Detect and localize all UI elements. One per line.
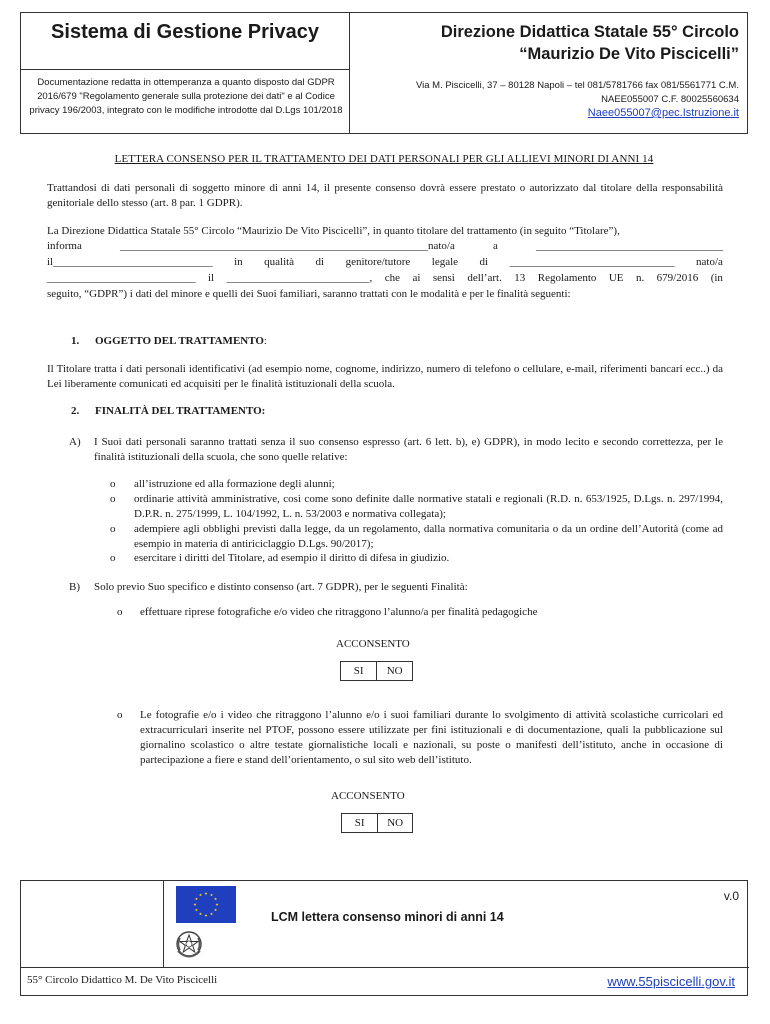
address-line2: NAEE055007 C.F. 80025560634 [601,94,739,105]
section-title: FINALITÀ DEL TRATTAMENTO: [95,405,266,417]
italian-republic-emblem-icon [174,929,204,961]
form-blank-name[interactable]: ________________________________________________________nato/a [119,240,455,252]
document-header [20,12,748,134]
consent-item-text: Le fotografie e/o i video che ritraggono l’alunno e/o i suoi familiari durante lo svolgimento di attività scolastiche curricolari ed extracurriculari inserite nel PTOF, possono essere utilizzate per fini istituzionali e di documentazione, quali la pubblicazione sul giornalino scolastico o altre testate giornalistiche locali e nazionali, su poste o manifesti dell’istituto, anche in occasione di partecipazione a fiere e stand dell’orientamento, o sul sito web dell’istituto. [140,709,723,766]
header-divider-vertical [349,13,350,133]
eu-flag-icon [176,886,236,923]
header-divider-horizontal [21,69,349,70]
school-address [355,79,739,107]
form-token: nato/a [696,256,723,268]
form-line-guardian [47,255,723,270]
intro-paragraph: Trattandosi di dati personali di soggetto minore di anni 14, il presente consenso dovrà essere prestato o autorizzato dal titolare della responsabilità genitoriale dello stesso (art. 8 par. 1 GDPR). [47,182,723,209]
form-blank-minor-name[interactable]: ______________________________ [509,256,675,268]
paragraph-b-text: Solo previo Suo specifico e distinto consenso (art. 7 GDPR), per le seguenti Finalità: [94,581,468,593]
school-name-line2: “Maurizio De Vito Piscicelli” [519,45,739,63]
bullet-marker: o [110,523,116,535]
list-item [110,477,723,492]
informa-line-1: La Direzione Didattica Statale 55° Circolo “Maurizio De Vito Piscicelli”, in quanto titolare del trattamento (in seguito “Titolare”), [47,225,620,237]
form-token: di [315,256,325,268]
school-name [355,21,739,65]
section-1-text: Il Titolare tratta i dati personali identificativi (ad esempio nome, cognome, indirizzo, numero di telefono o cellulare, e-mail, riferimenti bancari ecc..) da Lei liberamente comunicati ed acquisiti per le finalità istituzionali della scuola. [47,363,723,390]
form-blank-birthdate[interactable]: il_____________________________ [47,256,213,268]
consent-item-text: effettuare riprese fotografiche e/o video che ritraggono l’alunno/a per finalità pedagogiche [140,606,538,618]
form-token: Regolamento [537,272,597,284]
consent-item-publication [117,708,723,768]
form-token: UE [608,272,624,284]
bullet-marker: o [110,552,116,564]
consent-label: ACCONSENTO [336,638,410,650]
system-title: Sistema di Gestione Privacy [51,21,319,43]
form-token: che [384,272,400,284]
consent-yes-option[interactable]: SI [342,814,378,833]
form-token: in [234,256,243,268]
list-item [110,551,723,566]
address-line1: Via M. Piscicelli, 37 – 80128 Napoli – tel 081/5781766 fax 081/5561771 C.M. [415,80,739,91]
form-token: il [207,272,215,284]
bullet-marker: o [117,709,123,721]
form-line-minor [47,271,723,286]
paragraph-b [69,580,723,595]
section-number: 2. [71,405,80,417]
document-version: v.0 [723,889,739,903]
list-item-text: esercitare i diritti del Titolare, ad esempio il diritto di difesa in giudizio. [134,552,450,564]
list-item [110,522,723,552]
form-blank-minor-birthplace[interactable]: ___________________________ [47,272,196,284]
paragraph-b-marker: B) [69,581,80,593]
form-line-informa [47,239,723,254]
document-footer [20,880,748,996]
consent-choice-table [340,661,413,681]
form-token: (in [710,272,723,284]
section-title-text: OGGETTO DEL TRATTAMENTO [95,335,264,347]
section-title [95,335,267,347]
form-token: informa [47,240,82,252]
form-token: dell’art. [467,272,502,284]
section-title-colon: : [263,335,267,347]
consent-yes-option[interactable]: SI [341,662,377,681]
document-code: LCM lettera consenso minori di anni 14 [271,910,504,924]
form-token: di [479,256,489,268]
footer-divider-vertical [163,881,164,967]
form-token: 679/2016 [656,272,699,284]
form-token: n. [635,272,645,284]
form-token: sensi [432,272,455,284]
form-token: a [492,240,498,252]
form-blank-birthplace[interactable]: __________________________________ [535,240,723,252]
paragraph-a-text: I Suoi dati personali saranno trattati senza il suo consenso espresso (art. 6 lett. b), e) GDPR), in modo lecito e secondo correttezza, per le finalità istituzionali della scuola, che sono quelle relative: [94,436,723,463]
list-item [110,492,723,522]
consent-item-photo [117,605,723,620]
school-name-line1: Direzione Didattica Statale 55° Circolo [440,23,739,41]
footer-school-name: 55° Circolo Didattico M. De Vito Piscicelli [27,974,218,986]
list-item-text: ordinarie attività amministrative, così come sono definite dalle normative statali e regionali (R.D. n. 653/1925, D.Lgs. n. 297/1994, D.P.R. n. 275/1999, L. 104/1992, L. n. 53/2003 e normativa collegata); [134,493,723,520]
list-item-text: adempiere agli obblighi previsti dalla legge, da un regolamento, dalla normativa comunitaria o da un ordine dell’Autorità (come ad esempio in materia di antiriciclaggio D.Lgs. 90/2017); [134,523,723,550]
form-token: legale [431,256,459,268]
consent-choice-table [341,813,413,833]
list-item-text: all’istruzione ed alla formazione degli alunni; [134,478,335,490]
bullet-marker: o [117,606,123,618]
bullet-marker: o [110,493,116,505]
eu-flag-field [176,886,236,923]
compliance-note: Documentazione redatta in ottemperanza a quanto disposto dal GDPR 2016/679 "Regolamento generale sulla protezione dei dati" e al Codice privacy 196/2003, integrato con le modifiche introdotte dal D.Lgs 101/2018 [29,77,343,116]
form-blank-minor-birthdate[interactable]: __________________________, [226,272,373,284]
consent-no-option[interactable]: NO [378,814,413,833]
form-token: 13 [514,272,526,284]
consent-label: ACCONSENTO [331,790,405,802]
paragraph-a [69,435,723,465]
consent-no-option[interactable]: NO [377,662,413,681]
form-token: ai [412,272,421,284]
footer-divider-horizontal [21,967,749,968]
form-token: qualità [264,256,295,268]
paragraph-a-marker: A) [69,436,81,448]
pec-email-link[interactable]: Naee055007@pec.Istruzione.it [587,107,739,119]
informa-line-5: seguito, “GDPR”) i dati del minore e quelli dei Suoi familiari, saranno trattati con le modalità e per le finalità seguenti: [47,288,571,300]
section-number: 1. [71,335,80,347]
form-token: genitore/tutore [345,256,411,268]
bullet-marker: o [110,478,116,490]
document-title: LETTERA CONSENSO PER IL TRATTAMENTO DEI DATI PERSONALI PER GLI ALLIEVI MINORI DI ANNI 14 [114,153,654,165]
website-link[interactable]: www.55piscicelli.gov.it [607,974,735,989]
